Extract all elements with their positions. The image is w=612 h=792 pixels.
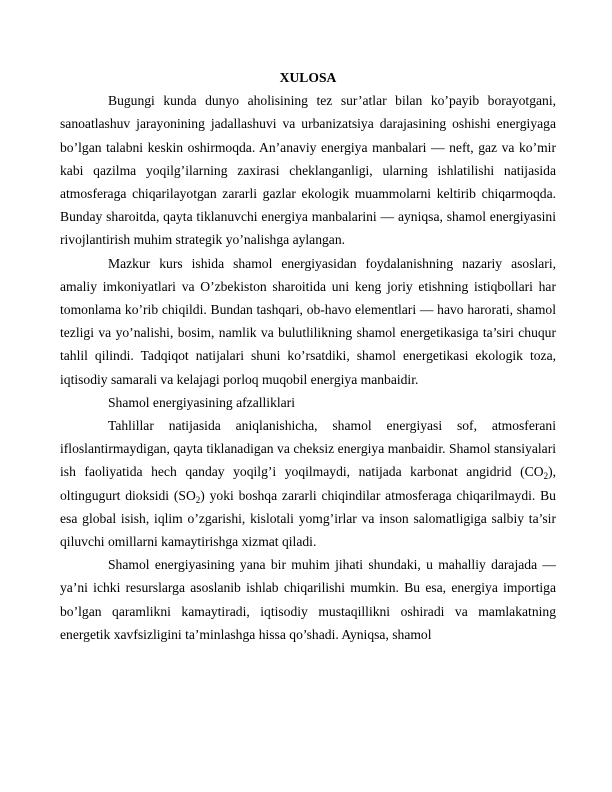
paragraph-1: Bugungi kunda dunyo aholisining tez sur’atlar bilan ko’payib borayotgani, sanoatlashuv jarayonining jadallashuvi va urbanizatsiya darajasining oshishi energiyaga bo’lgan talabni keskin oshirmoqda. An’anaviy energiya manbalari — neft, gaz va ko’mir kabi qazilma yoqilg’ilarning zaxirasi cheklanganligi, ularning ishlatilishi natijasida atmosferaga chiqarilayotgan zararli gazlar ekologik muammolarni keltirib chiqarmoqda. Bunday sharoitda, qayta tiklanuvchi energiya manbalarini — ayniqsa, shamol energiyasini rivojlantirish muhim strategik yo’nalishga aylangan. <box>60 93 556 248</box>
paragraph-2: Mazkur kurs ishida shamol energiyasidan foydalanishning nazariy asoslari, amaliy imkoniyatlari va O’zbekiston sharoitida uni keng joriy etishning istiqbollari har tomonlama ko’rib chiqildi. Bundan tashqari, ob-havo elementlari — havo harorati, shamol tezligi va yo’nalishi, bosim, namlik va bulutlilikning shamol energetikasiga ta’siri chuqur tahlil qilindi. Tadqiqot natijalari shuni ko’rsatdiki, shamol energetikasi ekologik toza, iqtisodiy samarali va kelajagi porloq muqobil energiya manbaidir. <box>60 255 556 387</box>
so2-subscript: 2 <box>195 494 201 505</box>
page-title: XULOSA <box>279 70 337 85</box>
document-page <box>60 66 556 646</box>
paragraph-4: Shamol energiyasining yana bir muhim jihati shundaki, u mahalliy darajada — ya’ni ichki resurslarga asoslanib ishlab chiqarilishi mumkin. Bu esa, energiya importiga bo’lgan qaramlikni kamaytiradi, iqtisodiy mustaqillikni oshiradi va mamlakatning energetik xavfsizligini ta’minlashga hissa qo’shadi. Ayniqsa, shamol <box>60 557 556 642</box>
paragraph-3-part-b: ), oltingugurt dioksidi (SO <box>60 464 556 503</box>
paragraph-3-part-a: Tahlillar natijasida aniqlanishicha, shamol energiyasi sof, atmosferani ifloslantirmaydigan, qayta tiklanadigan va cheksiz energiya manbaidir. Shamol stansiyalari ish faoliyatida hech qanday yoqilg’i yoqilmaydi, natijada karbonat angidrid (CO <box>60 418 556 480</box>
co2-subscript: 2 <box>543 471 549 482</box>
paragraph-3 <box>60 414 556 553</box>
paragraph-3-part-c: ) yoki boshqa zararli chiqindilar atmosferaga chiqarilmaydi. Bu esa global isish, iqlim o’zgarishi, kislotali yomg’irlar va inson salomatligiga salbiy ta’sir qiluvchi omillarni kamaytirishga xizmat qiladi. <box>60 487 556 550</box>
section-subheading: Shamol energiyasining afzalliklari <box>108 394 295 410</box>
